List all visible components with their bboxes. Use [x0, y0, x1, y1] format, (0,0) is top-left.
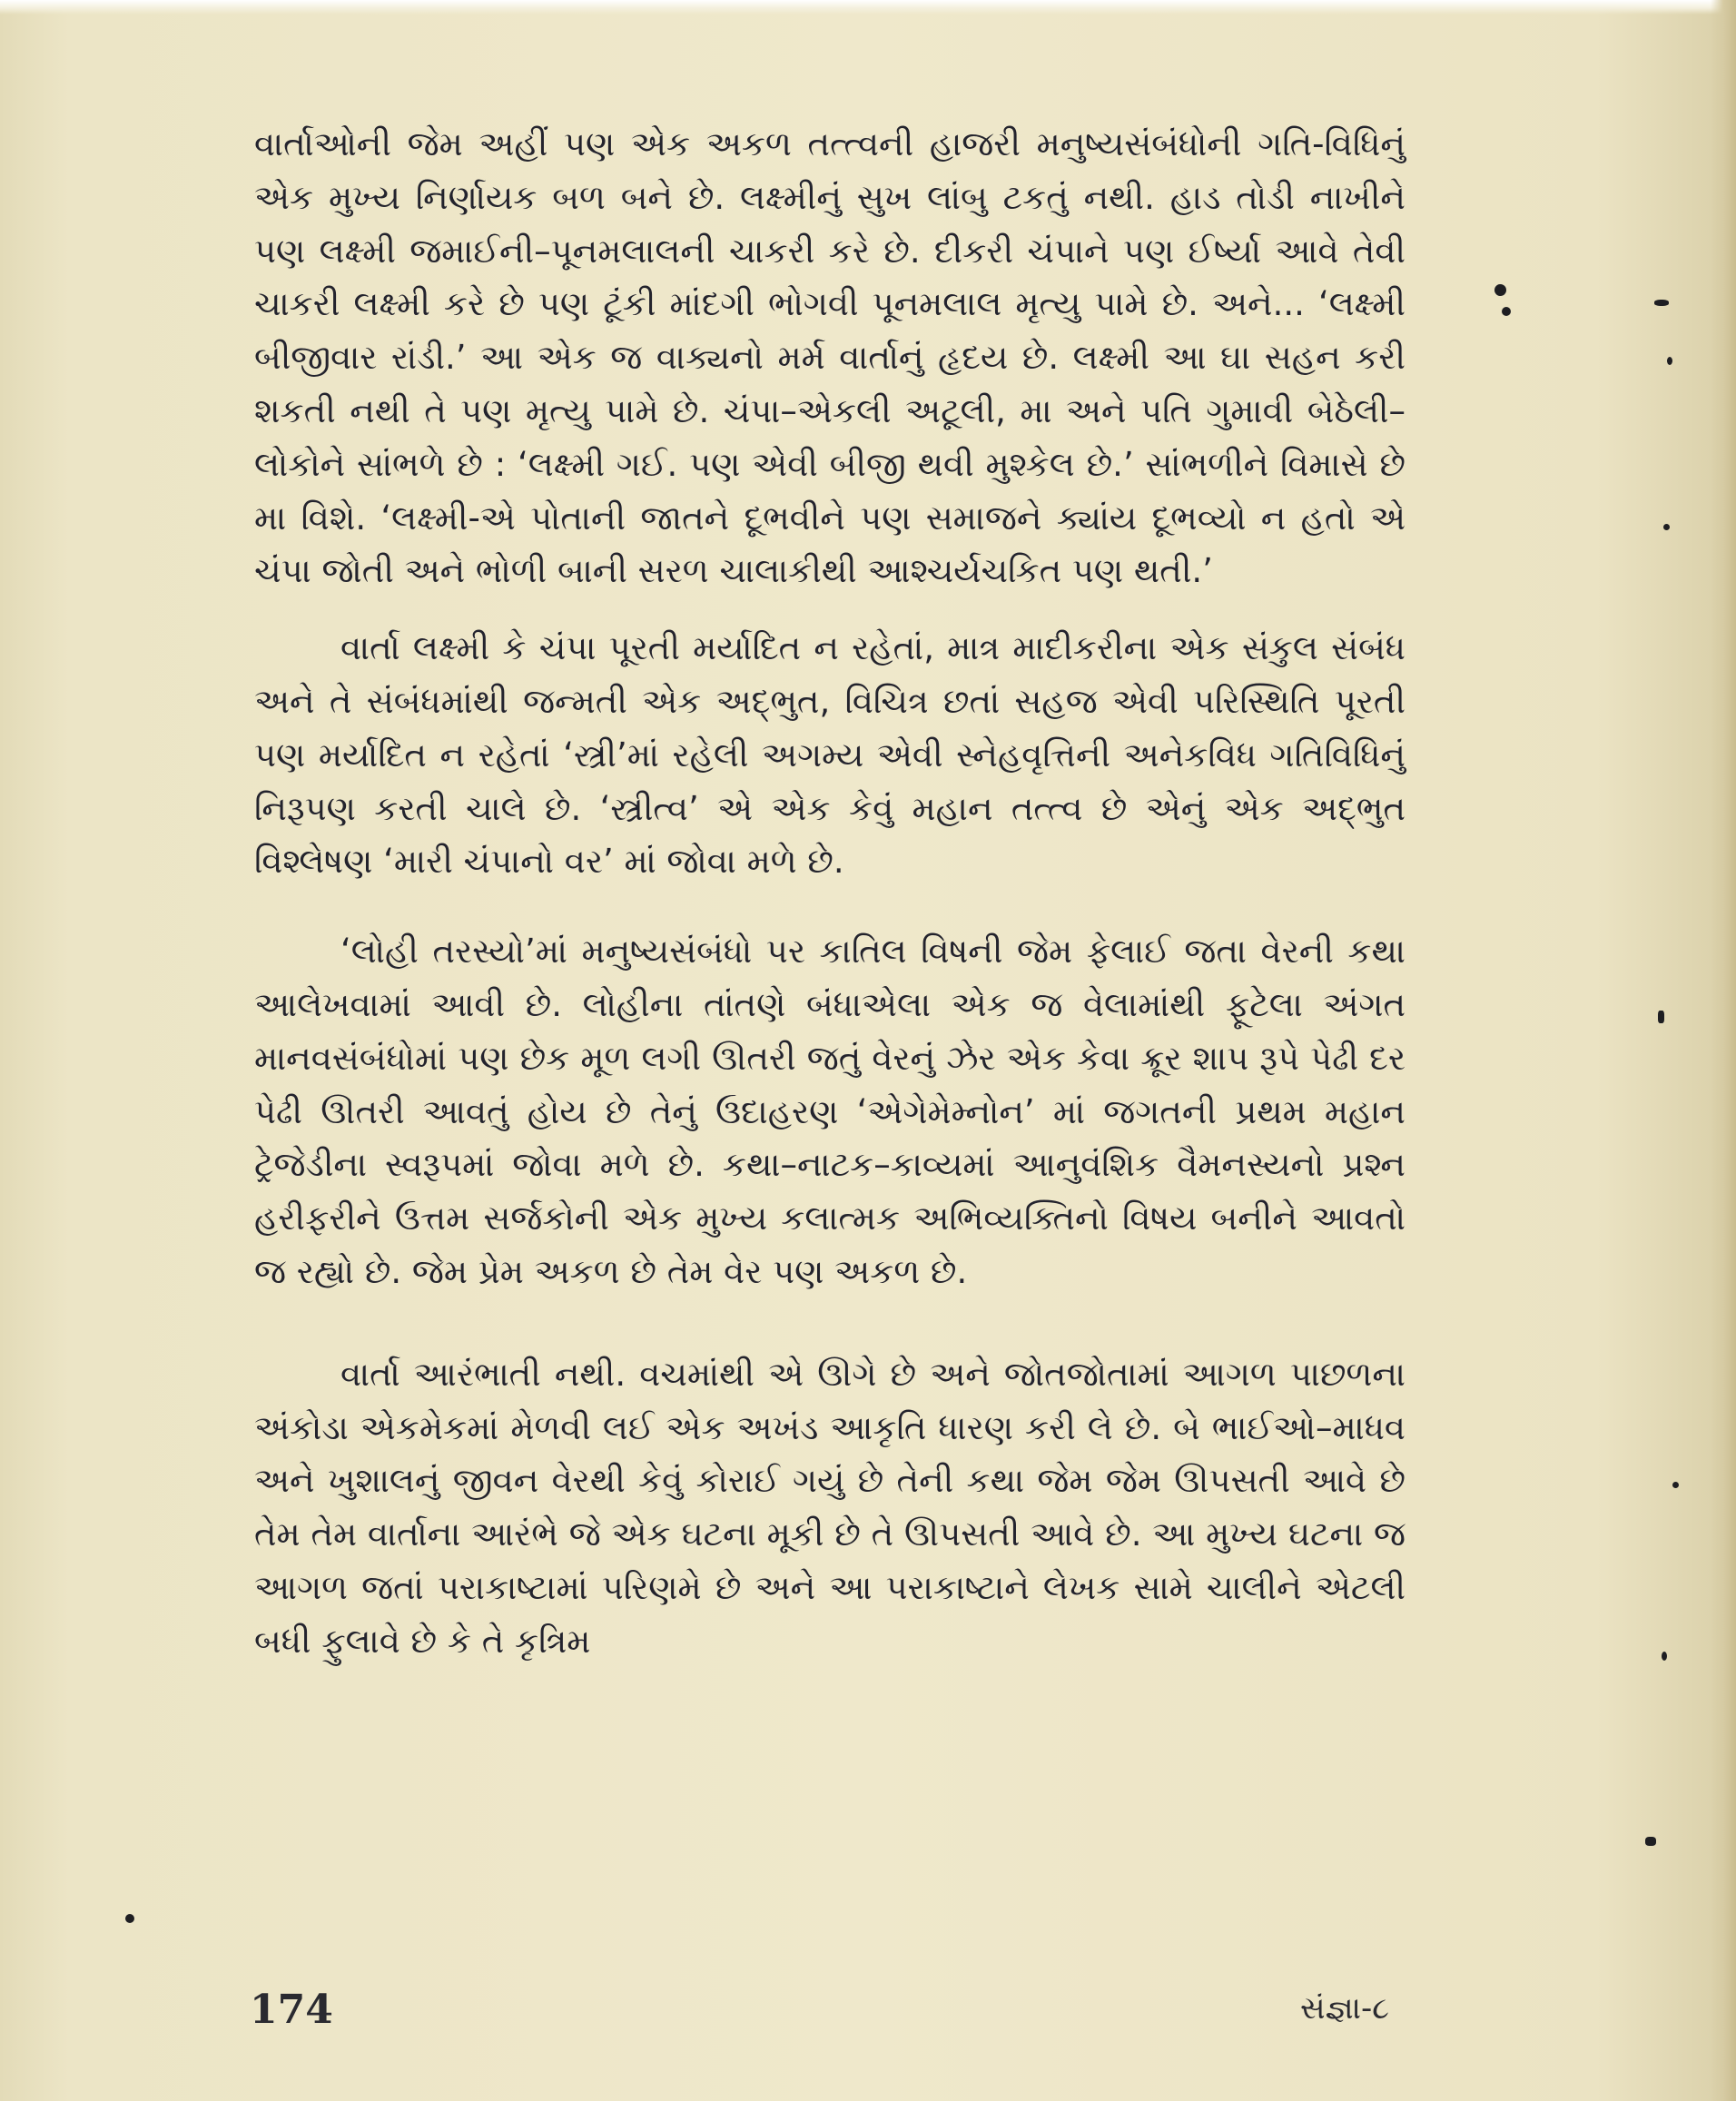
running-footer: સંજ્ઞા-૮	[1300, 1990, 1389, 2027]
page-number: 174	[250, 1987, 333, 2033]
ink-speck	[1494, 284, 1506, 296]
ink-speck	[1658, 1011, 1664, 1023]
ink-speck	[125, 1914, 134, 1923]
page-top-edge	[0, 0, 1736, 15]
paragraph-3: ‘લોહી તરસ્યો’માં મનુષ્યસંબંધો પર કાતિલ વિષની જેમ ફેલાઈ જતા વેરની કથા આલેખવામાં આવી છે. લોહીના તાંતણે બંધાએલા એક જ વેલામાંથી ફૂટેલા અંગત માનવસંબંધોમાં પણ છેક મૂળ લગી ઊતરી જતું વેરનું ઝેર એક કેવા ક્રૂર શાપ રૂપે પેઢી દર પેઢી ઊતરી આવતું હોય છે તેનું ઉદાહરણ ‘એગેમેમ્નોન’ માં જગતની પ્રથમ મહાન ટ્રેજેડીના સ્વરૂપમાં જોવા મળે છે. કથા–નાટક–કાવ્યમાં આનુવંશિક વૈમનસ્યનો પ્રશ્ન હરીફરીને ઉત્તમ સર્જકોની એક મુખ્ય કલાત્મક અભિવ્યક્તિનો વિષય બનીને આવતો જ રહ્યો છે. જેમ પ્રેમ અકળ છે તેમ વેર પણ અકળ છે.	[254, 932, 1406, 1291]
ink-speck	[1662, 1652, 1667, 1661]
ink-speck	[1672, 1482, 1679, 1488]
paragraph-4: વાર્તા આરંભાતી નથી. વચમાંથી એ ઊગે છે અને જોતજોતામાં આગળ પાછળના અંકોડા એકમેકમાં મેળવી લઈ એક અખંડ આકૃતિ ધારણ કરી લે છે. બે ભાઈઓ–માધવ અને ખુશાલનું જીવન વેરથી કેવું કોરાઈ ગયું છે તેની કથા જેમ જેમ ઊપસતી આવે છે તેમ તેમ વાર્તાના આરંભે જે એક ઘટના મૂકી છે તે ઊપસતી આવે છે. આ મુખ્ય ઘટના જ આગળ જતાં પરાકાષ્ટામાં પરિણમે છે અને આ પરાકાષ્ટાને લેખક સામે ચાલીને એટલી બધી ફુલાવે છે કે તે કૃત્રિમ	[254, 1354, 1406, 1661]
ink-speck	[1645, 1837, 1656, 1846]
ink-speck	[1667, 357, 1672, 365]
ink-speck	[1502, 307, 1511, 316]
ink-speck	[1654, 300, 1669, 306]
paragraph-1: વાર્તાઓની જેમ અહીં પણ એક અકળ તત્ત્વની હાજરી મનુષ્યસંબંધોની ગતિ-વિધિનું એક મુખ્ય નિર્ણાયક બળ બને છે. લક્ષ્મીનું સુખ લાંબુ ટકતું નથી. હાડ તોડી નાખીને પણ લક્ષ્મી જમાઈની–પૂનમલાલની ચાકરી કરે છે. દીકરી ચંપાને પણ ઈર્ષ્યા આવે તેવી ચાકરી લક્ષ્મી કરે છે પણ ટૂંકી માંદગી ભોગવી પૂનમલાલ મૃત્યુ પામે છે. અને... ‘લક્ષ્મી બીજીવાર રાંડી.’ આ એક જ વાક્યનો મર્મ વાર્તાનું હૃદય છે. લક્ષ્મી આ ઘા સહન કરી શકતી નથી તે પણ મૃત્યુ પામે છે. ચંપા–એકલી અટૂલી, મા અને પતિ ગુમાવી બેઠેલી–લોકોને સાંભળે છે : ‘લક્ષ્મી ગઈ. પણ એવી બીજી થવી મુશ્કેલ છે.’ સાંભળીને વિમાસે છે મા વિશે. ‘લક્ષ્મી-એ પોતાની જાતને દૂભવીને પણ સમાજને ક્યાંય દૂભવ્યો ન હતો એ ચંપા જોતી અને ભોળી બાની સરળ ચાલાકીથી આશ્ચર્યચકિત પણ થતી.’	[254, 124, 1406, 591]
paragraph-2: વાર્તા લક્ષ્મી કે ચંપા પૂરતી મર્યાદિત ન રહેતાં, માત્ર માદીકરીના એક સંકુલ સંબંધ અને તે સંબંધમાંથી જન્મતી એક અદ્ભુત, વિચિત્ર છતાં સહજ એવી પરિસ્થિતિ પૂરતી પણ મર્યાદિત ન રહેતાં ‘સ્ત્રી’માં રહેલી અગમ્ય એવી સ્નેહવૃત્તિની અનેકવિધ ગતિવિધિનું નિરૂપણ કરતી ચાલે છે. ‘સ્ત્રીત્વ’ એ એક કેવું મહાન તત્ત્વ છે એનું એક અદ્ભુત વિશ્લેષણ ‘મારી ચંપાનો વર’ માં જોવા મળે છે.	[254, 628, 1406, 882]
page-right-edge	[1711, 0, 1736, 2101]
body-text	[254, 118, 1406, 1669]
ink-speck	[1663, 524, 1670, 530]
